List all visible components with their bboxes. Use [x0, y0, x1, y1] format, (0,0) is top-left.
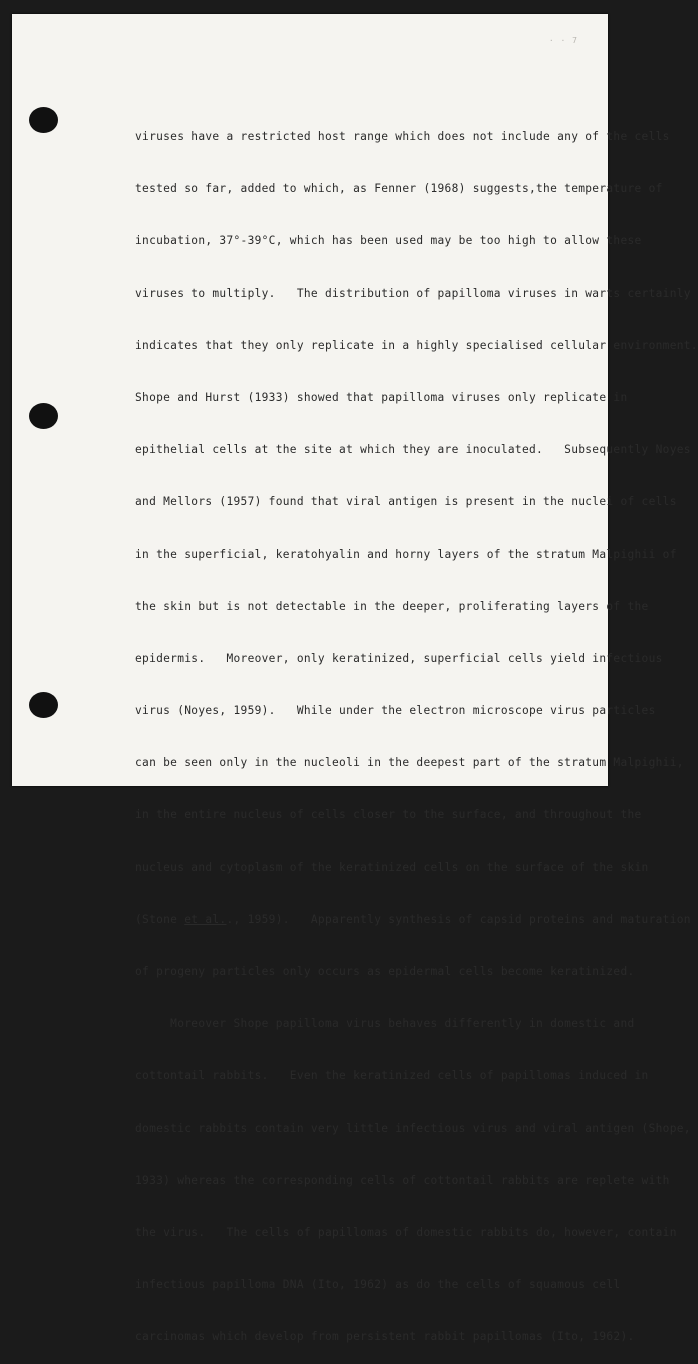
punch-hole-bottom [29, 692, 58, 718]
citation-open: (Stone [135, 912, 185, 926]
punch-hole-middle [29, 403, 58, 429]
text-line: domestic rabbits contain very little infectious virus and viral antigen (Shope, [135, 1121, 691, 1135]
text-line: the virus. The cells of papillomas of domestic rabbits do, however, contain [135, 1225, 677, 1239]
text-line: viruses to multiply. The distribution of papilloma viruses in warts certainly [135, 286, 691, 300]
text-line: Moreover Shope papilloma virus behaves differently in domestic and [135, 1017, 635, 1031]
text-line: and Mellors (1957) found that viral antigen is present in the nuclei of cells [135, 495, 677, 509]
text-line: tested so far, added to which, as Fenner (1968) suggests,the temperature of [135, 182, 663, 196]
text-line: epithelial cells at the site at which they are inoculated. Subsequently Noyes [135, 443, 691, 457]
text-line-citation [135, 907, 691, 933]
page-number-mark: · · 7 [548, 36, 578, 45]
text-line: can be seen only in the nucleoli in the deepest part of the stratum Malpighii, [135, 756, 684, 770]
text-line: viruses have a restricted host range which does not include any of the cells [135, 130, 670, 143]
text-line: Shope and Hurst (1933) showed that papilloma viruses only replicate in [135, 390, 628, 404]
text-line: nucleus and cytoplasm of the keratinized cells on the surface of the skin [135, 860, 649, 874]
text-line: in the entire nucleus of cells closer to the surface, and throughout the [135, 808, 642, 822]
citation-rest: ., 1959). Apparently synthesis of capsid proteins and maturation [226, 912, 691, 926]
text-line: infectious papilloma DNA (Ito, 1962) as do the cells of squamous cell [135, 1278, 621, 1292]
body-text [135, 98, 698, 1364]
text-line: of progeny particles only occurs as epidermal cells become keratinized. [135, 965, 635, 978]
punch-hole-top [29, 107, 58, 133]
text-line: incubation, 37°-39°C, which has been used may be too high to allow these [135, 234, 642, 248]
text-line: indicates that they only replicate in a highly specialised cellular environment. [135, 338, 698, 352]
text-line: carcinomas which develop from persistent rabbit papillomas (Ito, 1962). [135, 1330, 635, 1344]
text-line: 1933) whereas the corresponding cells of cottontail rabbits are replete with [135, 1173, 670, 1187]
text-line: the skin but is not detectable in the deeper, proliferating layers of the [135, 599, 649, 613]
text-line: cottontail rabbits. Even the keratinized cells of papillomas induced in [135, 1069, 649, 1083]
text-line: in the superficial, keratohyalin and horny layers of the stratum Malpighii of [135, 547, 677, 561]
text-line: epidermis. Moreover, only keratinized, superficial cells yield infectious [135, 651, 663, 665]
text-line: virus (Noyes, 1959). While under the electron microscope virus particles [135, 704, 656, 718]
et-al-underlined: et al. [184, 912, 227, 926]
